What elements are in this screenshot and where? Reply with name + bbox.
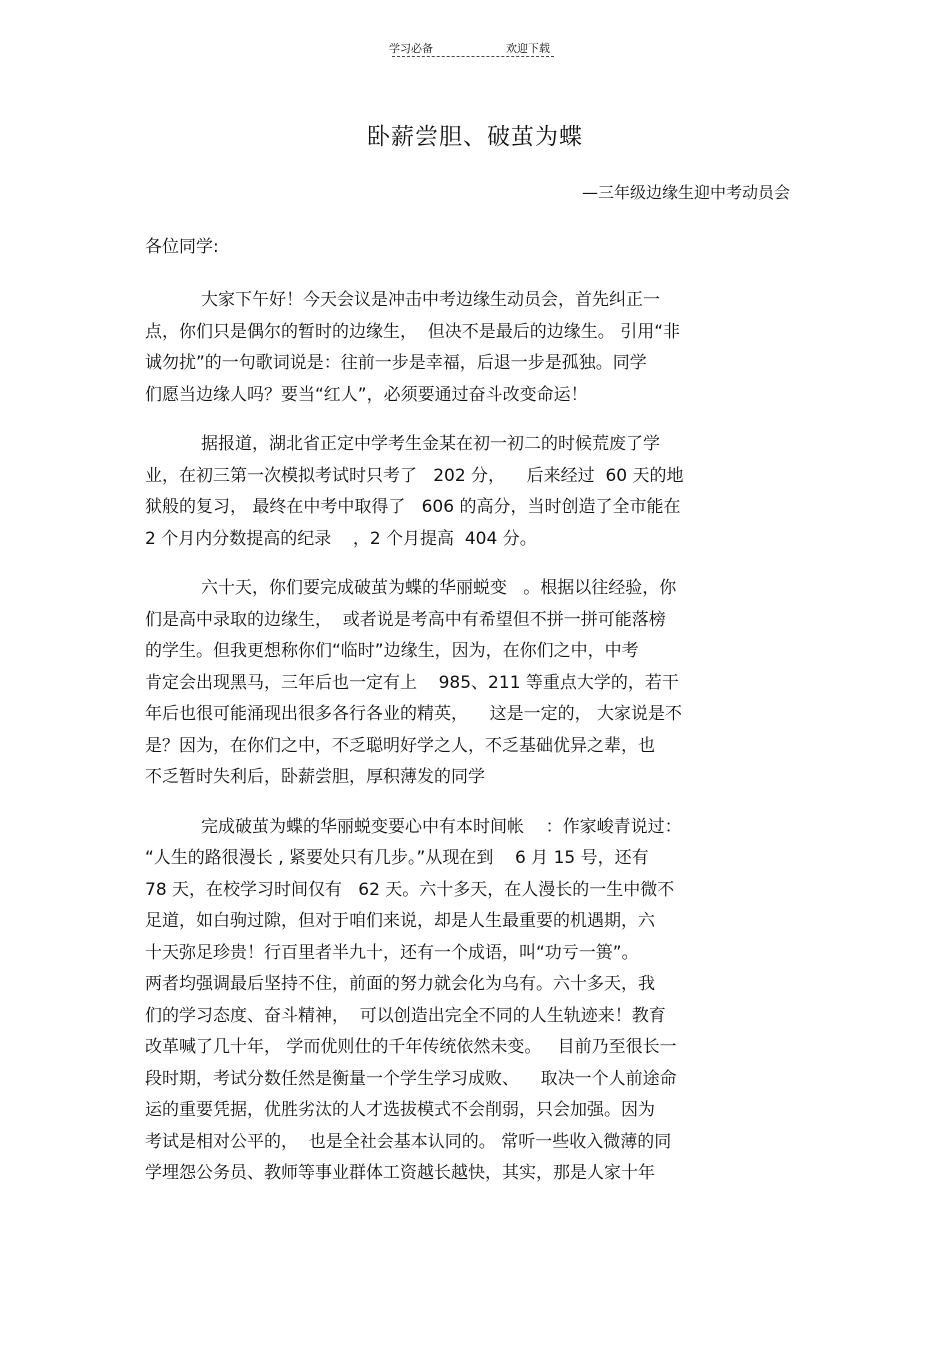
page-header [0, 40, 950, 60]
text-line: 78 天，在校学习时间仅有 62 天。六十多天，在人漫长的一生中微不 [145, 879, 675, 900]
text-line: 段时期，考试分数任然是衡量一个学生学习成败、 取决一个人前途命 [145, 1068, 677, 1089]
text-line: 据报道，湖北省正定中学考生金某在初一初二的时候荒废了学 [201, 434, 660, 454]
header-dashed-rule [392, 56, 554, 57]
text-line: “人生的路很漫长 , 紧要处只有几步。”从现在到 6 月 15 号，还有 [145, 848, 649, 868]
text-line: 们是高中录取的边缘生， 或者说是考高中有希望但不拼一拼可能落榜 [145, 609, 666, 630]
text-line: 点，你们只是偶尔的暂时的边缘生， 但决不是最后的边缘生。 引用“非 [145, 321, 681, 342]
text-line: 们愿当边缘人吗？要当“红人”，必须要通过奋斗改变命运！ [145, 384, 588, 405]
header-right-text: 欢迎下载 [506, 42, 550, 55]
text-line: 足道，如白驹过隙，但对于咱们来说，却是人生最重要的机遇期，六 [145, 911, 655, 931]
text-line: 完成破茧为蝶的华丽蜕变要心中有本时间帐 ：作家峻青说过： [201, 816, 682, 837]
text-line: 不乏暂时失利后，卧薪尝胆，厚积薄发的同学 [145, 767, 485, 787]
greeting: 各位同学: [145, 237, 219, 257]
text-line: 考试是相对公平的， 也是全社会基本认同的。 常听一些收入微薄的同 [145, 1131, 672, 1152]
text-line: 两者均强调最后坚持不住，前面的努力就会化为乌有。六十多天，我 [145, 974, 655, 994]
document-subtitle: —三年级边缘生迎中考动员会 [581, 183, 790, 202]
paragraph-3 [145, 573, 810, 794]
paragraph-1 [145, 285, 810, 411]
text-line: 运的重要凭据，优胜劣汰的人才选拔模式不会削弱，只会加强。因为 [145, 1100, 655, 1120]
header-left-text: 学习必备 [389, 42, 433, 55]
body-content [145, 285, 810, 1208]
text-line: 六十天，你们要完成破茧为蝶的华丽蜕变 。根据以往经验，你 [201, 578, 677, 598]
text-line: 大家下午好！今天会议是冲击中考边缘生动员会，首先纠正一 [201, 290, 660, 310]
paragraph-2 [145, 429, 810, 555]
text-line: 年后也很可能涌现出很多各行各业的精英， 这是一定的， 大家说是不 [145, 704, 683, 724]
text-line: 狱般的复习， 最终在中考中取得了 606 的高分，当时创造了全市能在 [145, 497, 681, 517]
text-line: 2 个月内分数提高的纪录 ，2 个月提高 404 分。 [145, 528, 537, 549]
text-line: 十天弥足珍贵！行百里者半九十，还有一个成语，叫“功亏一篑”。 [145, 942, 639, 963]
text-line: 学埋怨公务员、教师等事业群体工资越长越快，其实，那是人家十年 [145, 1163, 655, 1183]
text-line: 是？因为，在你们之中，不乏聪明好学之人，不乏基础优异之辈，也 [145, 735, 655, 756]
text-line: 们的学习态度、奋斗精神， 可以创造出完全不同的人生轨迹来！教育 [145, 1005, 666, 1026]
text-line: 改革喊了几十年， 学而优则仕的千年传统依然未变。 目前乃至很长一 [145, 1037, 677, 1057]
text-line: 肯定会出现黑马，三年后也一定有上 985、211 等重点大学的，若干 [145, 672, 679, 693]
text-line: 诚勿扰”的一句歌词说是：往前一步是幸福，后退一步是孤独。同学 [145, 353, 647, 373]
text-line: 的学生。但我更想称你们“临时”边缘生，因为，在你们之中，中考 [145, 641, 639, 661]
paragraph-4 [145, 812, 810, 1190]
document-title: 卧薪尝胆、破茧为蝶 [367, 124, 583, 150]
text-line: 业，在初三第一次模拟考试时只考了 202 分， 后来经过 60 天的地 [145, 465, 684, 486]
